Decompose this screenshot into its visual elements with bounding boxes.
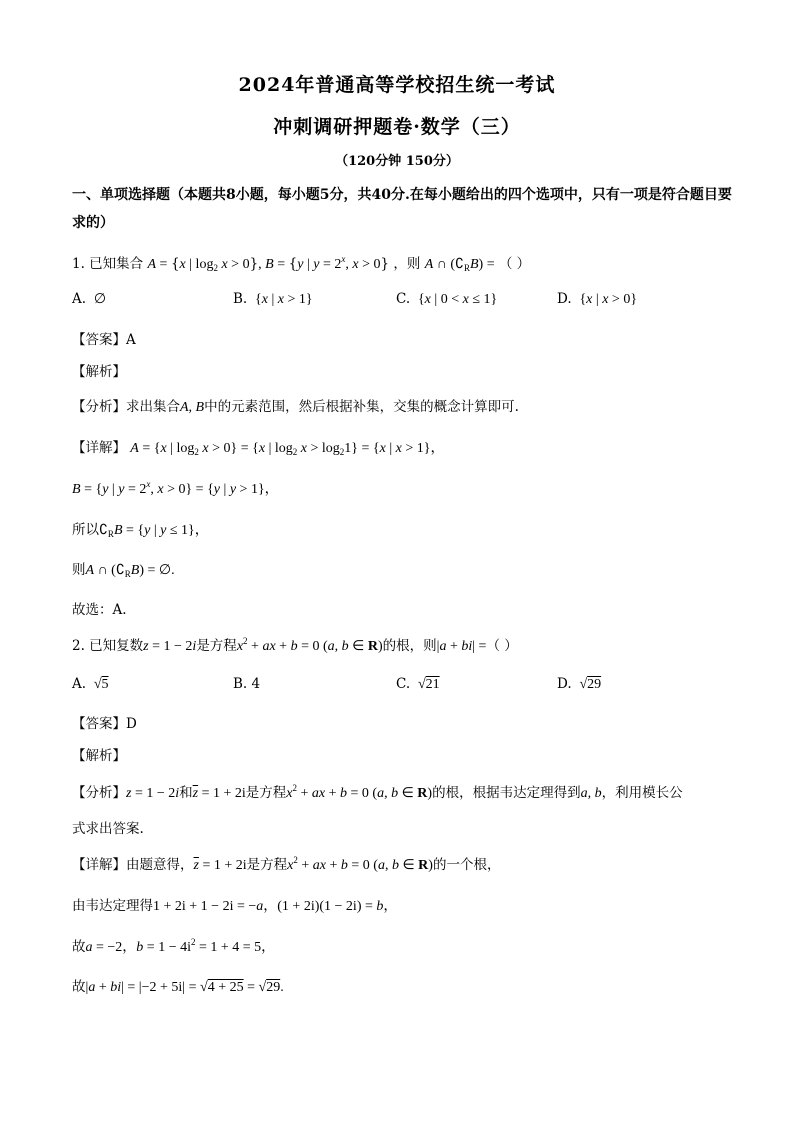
q2-option-a: A. √5 [72, 676, 109, 692]
q1-xiangjie-2: B = {y | $y = 2^x$, x > 0} = {y | y > 1}， [72, 479, 279, 497]
q1-option-c: C. {x | 0 < x ≤ 1} [396, 291, 498, 307]
exam-title: 2024年普通高等学校招生统一考试 [238, 74, 556, 96]
q2-xiangjie-1: 【详解】由题意得，$\overline{z} = 1 + 2i$是方程$x^2$ + ax + b = 0 (a, b ∈ R)的一个根， [72, 855, 501, 873]
exam-duration: （120分钟 150分） [335, 154, 459, 169]
q1-conclusion: 故选：A. [72, 602, 127, 618]
q1-analysis-label: 【解析】 [72, 364, 126, 380]
q1-set-expr: A [147, 257, 157, 272]
q2-answer: 【答案】D [72, 716, 137, 732]
q1-stem: 1. 已知集合 A = {x | $\log_2 x > 0$}, B = {y | $y = 2^x$, x > 0} ，则 A ∩ $(∁_RB)$ = （ ） [72, 254, 531, 273]
q1-option-a: A. ∅ [72, 291, 107, 307]
q2-fenxi-1: 【分析】z = 1 − 2i和$\overline{z} = 1 + 2i$是方程$x^2$ + ax + b = 0 (a, b ∈ R)的根，根据韦达定理得到a, b，利用模长公 [72, 783, 683, 801]
q2-option-c: C. √21 [396, 676, 440, 692]
q1-answer: 【答案】A [72, 332, 136, 348]
section-heading: 一、单项选择题（本题共8小题，每小题5分，共40分.在每小题给出的四个选项中，只有一项是符合题目要求的） [72, 187, 732, 231]
q2-xiangjie-3: 故a = −2，$b = 1 - 4i^2 = 1 + 4 = 5$， [72, 937, 276, 955]
q2-option-b: B. 4 [233, 676, 261, 692]
q1-xiangjie-4: 则A ∩ $(∁_RB)$ = ∅. [72, 562, 175, 579]
q1-option-d: D. {x | x > 0} [557, 291, 638, 307]
q2-xiangjie-2: 由韦达定理得1 + 2i + 1 − 2i = −a，(1 + 2i)(1 − 2i) = b， [72, 898, 398, 914]
q2-stem: 2. 已知复数z = 1 − 2i是方程$x^2$ + ax + b = 0 (a, b ∈ R)的根，则|a + bi| =（ ） [72, 636, 518, 654]
exam-subtitle: 冲刺调研押题卷·数学（三） [273, 116, 521, 138]
q1-xiangjie-1: 【详解】 A = {x | $\log_2 x > 0\} = \{x$ | $\log_2 x > \log_21\} = \{x$ | x > 1}， [72, 440, 445, 457]
q2-xiangjie-4: 故|a + bi| = |−2 + 5i| = √4 + 25 = √29. [72, 979, 284, 995]
q2-fenxi-2: 式求出答案. [72, 821, 144, 837]
q1-xiangjie-3: 所以$∁_RB = \{y$ | y ≤ 1}， [72, 522, 209, 539]
q2-option-d: D. √29 [557, 676, 602, 692]
q1-option-b: B. {x | x > 1} [233, 291, 313, 307]
q1-fenxi: 【分析】求出集合A, B中的元素范围，然后根据补集，交集的概念计算即可. [72, 399, 519, 415]
q2-analysis-label: 【解析】 [72, 748, 126, 764]
